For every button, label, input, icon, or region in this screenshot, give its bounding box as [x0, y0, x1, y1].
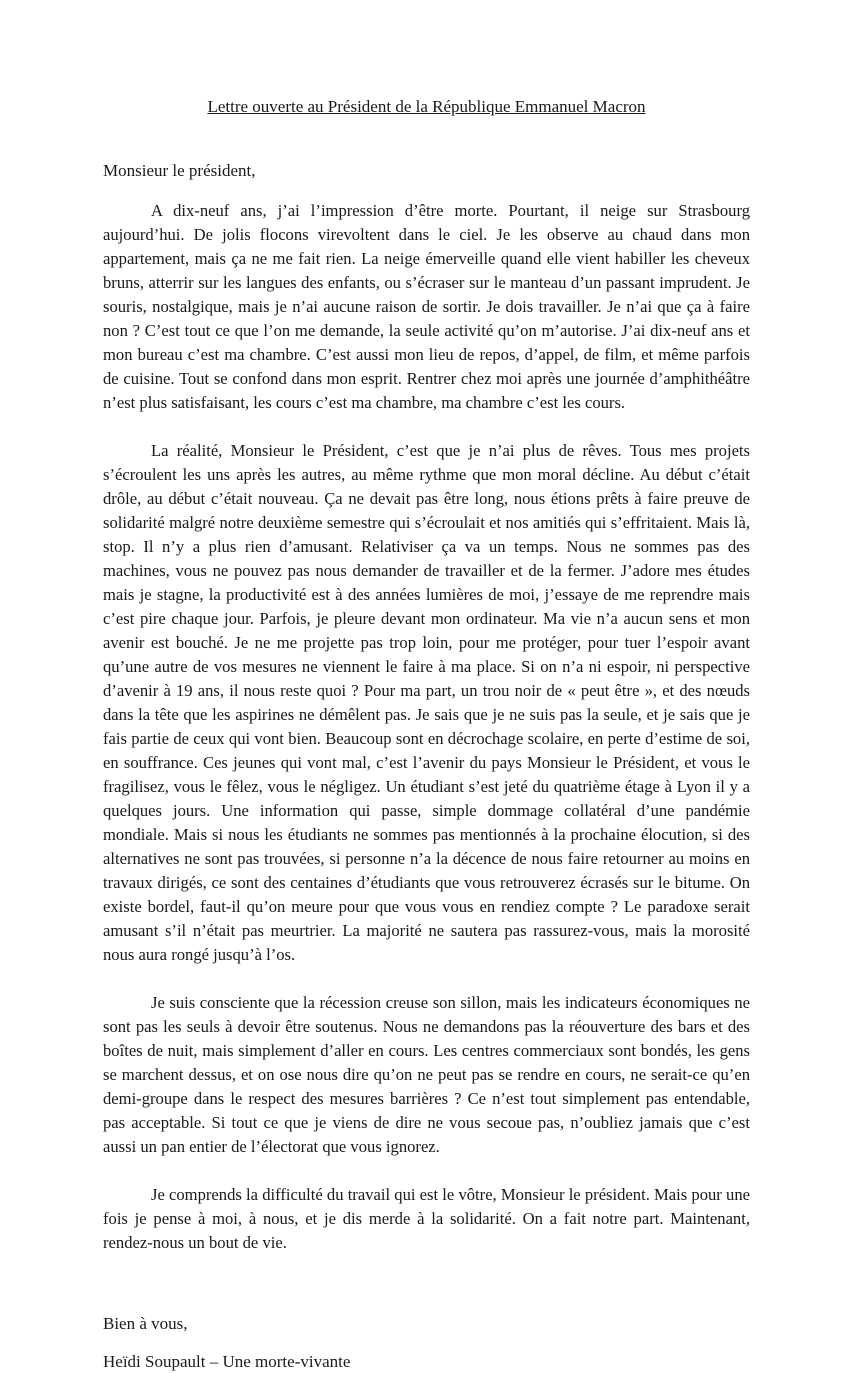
salutation: Monsieur le président, [103, 161, 256, 180]
paragraph-1: A dix-neuf ans, j’ai l’impression d’être morte. Pourtant, il neige sur Strasbourg aujourd’hui. De jolis flocons virevoltent dans le ciel. Je les observe au chaud dans mon appartement, mais ça ne me fait rien. La neige émerveille quand elle vient habiller les cheveux bruns, atterrir sur les langues des enfants, ou s’écraser sur le manteau d’un passant imprudent. Je souris, nostalgique, mais je n’ai aucune raison de sortir. Je dois travailler. Je n’ai que ça à faire non ? C’est tout ce que l’on me demande, la seule activité qu’on m’autorise. J’ai dix-neuf ans et mon bureau c’est ma chambre. C’est aussi mon lieu de repos, d’appel, de film, et même parfois de cuisine. Tout se confond dans mon esprit. Rentrer chez moi après une journée d’amphithéâtre n’est plus satisfaisant, les cours c’est ma chambre, ma chambre c’est les cours. [103, 201, 750, 412]
letter-title: Lettre ouverte au Président de la République Emmanuel Macron [207, 97, 646, 116]
paragraph-3: Je suis consciente que la récession creuse son sillon, mais les indicateurs économiques ne sont pas les seuls à devoir être soutenus. Nous ne demandons pas la réouverture des bars et des boîtes de nuit, mais simplement d’aller en cours. Les centres commerciaux sont bondés, les gens se marchent dessus, et on ose nous dire qu’on ne peut pas se rendre en cours, ne serait-ce qu’en demi-groupe dans le respect des mesures barrières ? Ce n’est tout simplement pas entendable, pas acceptable. Si tout ce que je viens de dire ne vous secoue pas, n’oubliez jamais que c’est aussi un pan entier de l’électorat que vous ignorez. [103, 993, 750, 1156]
paragraph-2: La réalité, Monsieur le Président, c’est que je n’ai plus de rêves. Tous mes projets s’écroulent les uns après les autres, au même rythme que mon moral décline. Au début c’était drôle, au début c’était nouveau. Ça ne devait pas être long, nous étions prêts à faire preuve de solidarité malgré notre deuxième semestre qui s’écroulait et nos amitiés qui s’effritaient. Mais là, stop. Il n’y a plus rien d’amusant. Relativiser ça va un temps. Nous ne sommes pas des machines, vous ne pouvez pas nous demander de travailler et de la fermer. J’adore mes études mais je stagne, la productivité est à des années lumières de moi, j’essaye de me reprendre mais c’est pire chaque jour. Parfois, je pleure devant mon ordinateur. Ma vie n’a aucun sens et mon avenir est bouché. Je ne me projette pas trop loin, pour me protéger, pour tuer l’espoir avant qu’une autre de vos mesures ne viennent le faire à ma place. Si on n’a ni espoir, ni perspective d’avenir à 19 ans, il nous reste quoi ? Pour ma part, un trou noir de « peut être », et des nœuds dans la tête que les aspirines ne démêlent pas. Je sais que je ne suis pas la seule, et je sais que je fais partie de ceux qui vont bien. Beaucoup sont en décrochage scolaire, en perte d’estime de soi, en souffrance. Ces jeunes qui vont mal, c’est l’avenir du pays Monsieur le Président, et vous le fragilisez, vous le fêlez, vous le négligez. Un étudiant s’est jeté du quatrième étage à Lyon il y a quelques jours. Une information qui passe, simple dommage collatéral d’une pandémie mondiale. Mais si nous les étudiants ne sommes pas mentionnés à la prochaine élocution, si des alternatives ne sont pas trouvées, si personne n’a la décence de nous faire retourner au moins en travaux dirigés, ce sont des centaines d’étudiants que vous retrouverez écrasés sur le bitume. On existe bordel, faut-il qu’on meure pour que vous vous en rendiez compte ? Le paradoxe serait amusant s’il n’était pas meurtrier. La majorité ne sautera pas rassurez-vous, mais la morosité nous aura rongé jusqu’à l’os. [103, 441, 750, 964]
closing: Bien à vous, [103, 1314, 188, 1333]
paragraph-4: Je comprends la difficulté du travail qui est le vôtre, Monsieur le président. Mais pour une fois je pense à moi, à nous, et je dis merde à la solidarité. On a fait notre part. Maintenant, rendez-nous un bout de vie. [103, 1185, 750, 1252]
signature: Heïdi Soupault – Une morte-vivante [103, 1352, 351, 1371]
letter-page [103, 96, 750, 1373]
